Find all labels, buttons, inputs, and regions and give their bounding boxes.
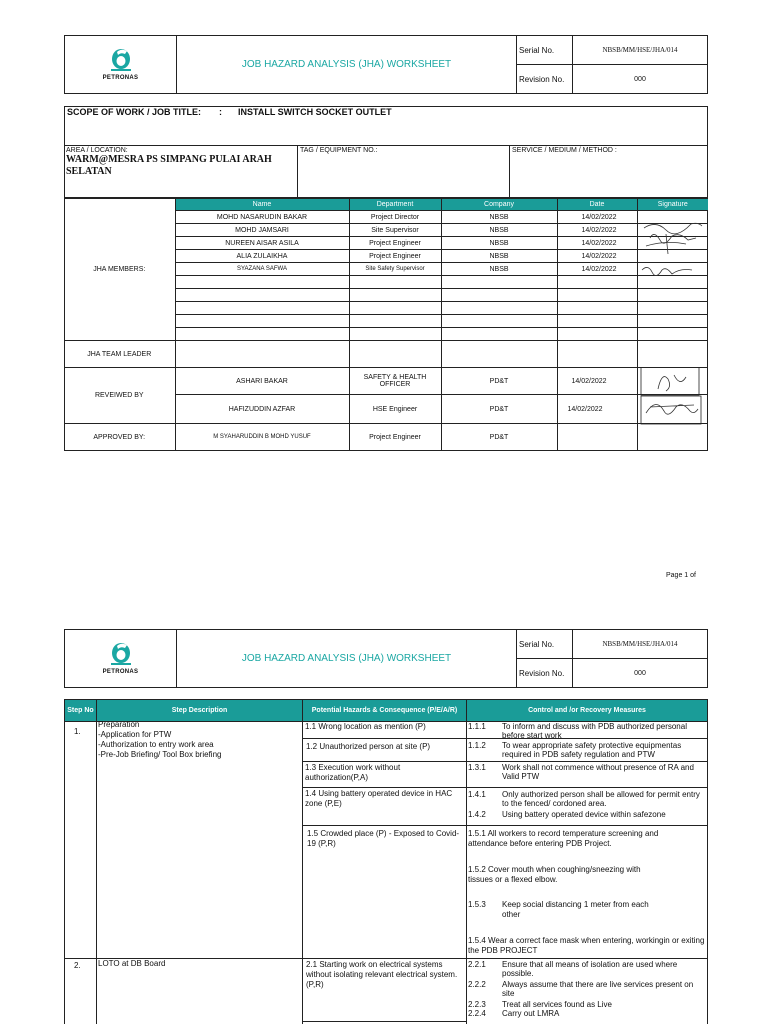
member-company: NBSB [441, 211, 557, 224]
hazard-item: 1.1 Wrong location as mention (P) [303, 721, 466, 739]
member-date: 14/02/2022 [557, 250, 637, 263]
serial-value: NBSB/MM/HSE/JHA/014 [573, 630, 708, 659]
steps-table [64, 699, 708, 722]
scope-separator: : [219, 107, 222, 117]
logo-text: PETRONAS [102, 669, 139, 675]
member-date: 14/02/2022 [557, 211, 637, 224]
member-date: 14/02/2022 [557, 263, 637, 276]
signature-scribble [646, 404, 698, 414]
reviewer-company: PD&T [441, 395, 557, 424]
member-company: NBSB [441, 224, 557, 237]
area-row [64, 146, 708, 198]
reviewed-label: REVEIWED BY [64, 368, 175, 424]
revision-label: Revision No. [517, 65, 573, 94]
signature-scribble [644, 223, 702, 234]
serial-value: NBSB/MM/HSE/JHA/014 [573, 36, 708, 65]
member-dept: Site Supervisor [349, 224, 441, 237]
col-date: Date [557, 199, 637, 211]
approver-row [64, 424, 708, 451]
approver-name: M SYAHARUDDIN B MOHD YUSUF [175, 424, 349, 451]
col-step-desc: Step Description [97, 700, 303, 722]
member-date: 14/02/2022 [557, 237, 637, 250]
scope-row [64, 106, 708, 146]
signature-scribble [658, 375, 686, 391]
col-step-no: Step No [65, 700, 97, 722]
control-item: 1.3.1 Work shall not commence without presence of RA and Valid PTW [467, 762, 708, 788]
member-name: NUREEN AISAR ASILA [175, 237, 349, 250]
step-description: LOTO at DB Board [98, 959, 166, 968]
petronas-logo-icon [108, 642, 134, 666]
page1-header [64, 35, 708, 94]
serial-label: Serial No. [517, 36, 573, 65]
hazard-item: 1.4 Using battery operated device in HAC zone (P,E) [303, 788, 466, 826]
col-hazards: Potential Hazards & Consequence (P/E/A/R) [303, 700, 467, 722]
members-label: JHA MEMBERS: [64, 199, 175, 341]
petronas-logo [65, 630, 177, 688]
signature-scribble [650, 234, 696, 243]
approved-label: APPROVED BY: [64, 424, 175, 451]
page-title: JOB HAZARD ANALYSIS (JHA) WORKSHEET [177, 630, 517, 688]
reviewer-company: PD&T [441, 368, 557, 395]
petronas-logo [65, 36, 177, 94]
approver-dept: Project Engineer [349, 424, 441, 451]
step-no: 1. [74, 727, 81, 736]
col-name: Name [175, 199, 349, 211]
reviewer-dept: SAFETY & HEALTH OFFICER [349, 368, 441, 395]
hazard-item: 2.1 Starting work on electrical systems without isolating relevant electrical system.(P,R) [306, 960, 458, 989]
reviewer-date: 14/02/2022 [557, 395, 637, 424]
step-description: Preparation -Application for PTW -Authorization to entry work area -Pre-Job Briefing/ Tool Box briefing [98, 720, 222, 759]
control-item: 1.1.2 To wear appropriate safety protective equipmentas required in PDB safety regulation and PTW [467, 739, 708, 762]
member-signatures [636, 210, 706, 290]
col-department: Department [349, 199, 441, 211]
revision-value: 000 [573, 659, 708, 688]
reviewer-name: ASHARI BAKAR [175, 368, 349, 395]
control-item: 1.4.1 Only authorized person shall be allowed for permit entry to the fenced/ cordoned area. 1.4.2 Using battery operated device within safezone [467, 788, 708, 826]
reviewer-dept: HSE Engineer [349, 395, 441, 424]
control-item: 1.1.1 To inform and discuss with PDB authorized personal before start work [467, 721, 708, 739]
reviewer-row [64, 368, 708, 395]
member-name: SYAZANA SAFWA [175, 263, 349, 276]
reviewer-date: 14/02/2022 [557, 368, 637, 395]
tag-label: TAG / EQUIPMENT NO.: [300, 147, 378, 154]
control-item: 1.5.1 All workers to record temperature screening and attendance before entering PDB Project. 1.5.2 Cover mouth when coughing/sneezing with tissues or a flexed elbow. 1.5.3 Keep social distancing 1 meter from each other 1.5.4 Wear a correct face mask when entering, workingin or exiting the PDB PROJECT [468, 829, 705, 955]
revision-value: 000 [573, 65, 708, 94]
scope-value: INSTALL SWITCH SOCKET OUTLET [238, 107, 392, 117]
reviewer-name: HAFIZUDDIN AZFAR [175, 395, 349, 424]
member-dept: Project Engineer [349, 237, 441, 250]
signature-scribble [642, 267, 692, 275]
serial-label: Serial No. [517, 630, 573, 659]
reviewer-signatures [640, 367, 702, 425]
area-value: WARM@MESRA PS SIMPANG PULAI ARAH SELATAN [66, 154, 272, 177]
team-leader-label: JHA TEAM LEADER [64, 341, 175, 368]
page2-header [64, 629, 708, 688]
service-label: SERVICE / MEDIUM / METHOD : [512, 147, 617, 154]
members-table [64, 198, 708, 451]
page-title: JOB HAZARD ANALYSIS (JHA) WORKSHEET [177, 36, 517, 94]
control-item: 2.2.1 Ensure that all means of isolation are used where possible. 2.2.2 Always assume that there are live services present on site 2.2.3 Treat all services found as Live 2.2.4 Carry out LMRA [468, 960, 694, 1018]
member-dept: Site Safety Supervisor [349, 263, 441, 276]
team-leader-row [64, 341, 708, 368]
member-company: NBSB [441, 263, 557, 276]
revision-label: Revision No. [517, 659, 573, 688]
petronas-logo-icon [108, 48, 134, 72]
member-company: NBSB [441, 250, 557, 263]
page-number: Page 1 of [666, 572, 696, 579]
signature-scribble [646, 234, 686, 254]
member-date: 14/02/2022 [557, 224, 637, 237]
member-name: ALIA ZULAIKHA [175, 250, 349, 263]
col-controls: Control and /or Recovery Measures [467, 700, 708, 722]
logo-text: PETRONAS [102, 75, 139, 81]
member-name: MOHD JAMSARI [175, 224, 349, 237]
hazard-item: 1.3 Execution work without authorization(P,A) [303, 762, 466, 788]
hazard-item: 1.2 Unauthorized person at site (P) [303, 739, 466, 762]
step-no: 2. [74, 961, 81, 970]
col-signature: Signature [637, 199, 708, 211]
member-dept: Project Director [349, 211, 441, 224]
area-label: AREA / LOCATION: [66, 147, 128, 154]
member-company: NBSB [441, 237, 557, 250]
approver-company: PD&T [441, 424, 557, 451]
member-name: MOHD NASARUDIN BAKAR [175, 211, 349, 224]
hazard-item: 1.5 Crowded place (P) - Exposed to Covid-19 (P,R) [307, 829, 460, 848]
col-company: Company [441, 199, 557, 211]
scope-label: SCOPE OF WORK / JOB TITLE: [67, 107, 202, 117]
member-dept: Project Engineer [349, 250, 441, 263]
